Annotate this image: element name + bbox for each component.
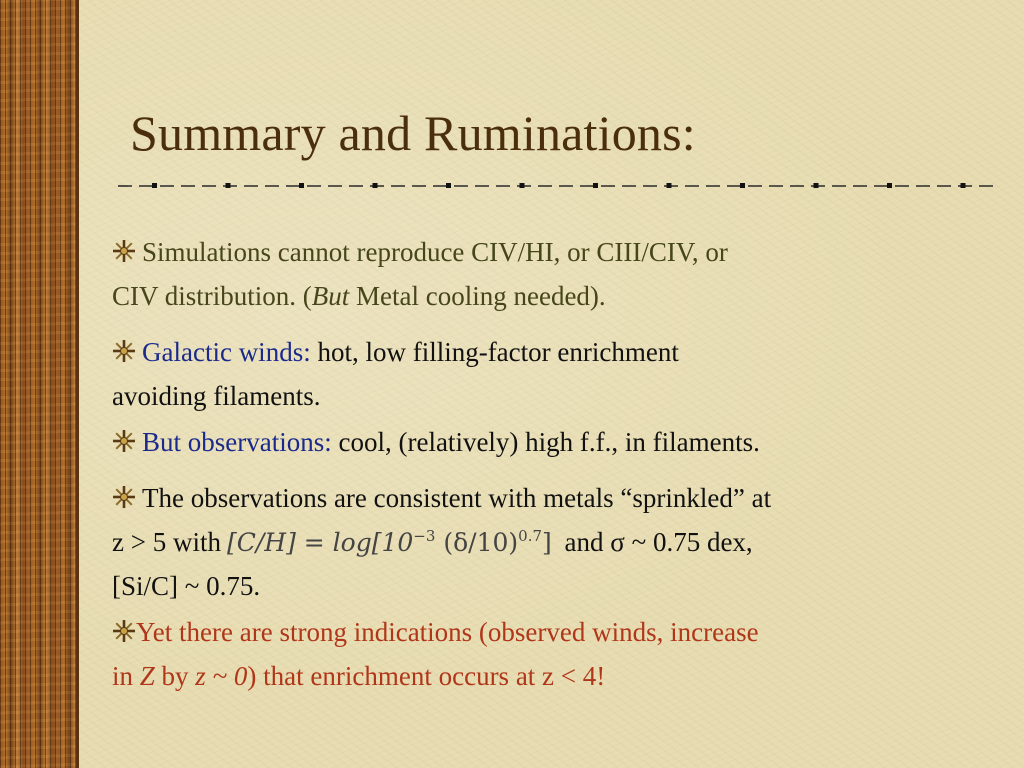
bullet-text-by: by — [154, 661, 196, 691]
bullet-text: The observations are consistent with metals “sprinkled” at — [142, 483, 772, 513]
bullet-observations — [112, 420, 962, 464]
bullet-emphasis-redshift: z ~ 0 — [195, 661, 248, 691]
metallicity-formula: $[C/H] = \log[10^{-3}$ $(\delta/10)^{0.7}$] — [226, 527, 552, 557]
bullet-label: But observations: — [142, 427, 332, 457]
bullet-consistent — [112, 476, 962, 608]
starburst-bullet-icon — [112, 619, 136, 643]
bullet-text-line3: [Si/C] ~ 0.75. — [112, 571, 261, 601]
divider-dot — [299, 183, 304, 188]
divider-dot — [887, 183, 892, 188]
bullet-text-line2-end: and σ ~ 0.75 dex, — [557, 527, 753, 557]
divider-dot — [520, 183, 525, 188]
bullet-text: Yet there are strong indications (observed winds, increase — [136, 617, 759, 647]
bullet-emphasis: But — [311, 281, 350, 311]
starburst-bullet-icon — [112, 485, 136, 509]
divider-dot — [740, 183, 745, 188]
bullet-text-line2: z > 5 with — [112, 527, 221, 557]
divider-dot — [814, 183, 819, 188]
bullet-text: cool, (relatively) high f.f., in filaments. — [331, 427, 760, 457]
bullet-text-line2-end: Metal cooling needed). — [349, 281, 606, 311]
divider-dot — [446, 183, 451, 188]
bullet-text-line2: avoiding filaments. — [112, 381, 321, 411]
divider-dot — [667, 183, 672, 188]
starburst-bullet-icon — [112, 339, 136, 363]
starburst-bullet-icon — [112, 429, 136, 453]
divider-dot — [373, 183, 378, 188]
wood-sidebar — [0, 0, 78, 768]
starburst-bullet-icon — [112, 239, 136, 263]
bullet-label: Galactic winds: — [142, 337, 311, 367]
bullet-indications — [112, 610, 962, 698]
bullet-text-line2: CIV distribution. ( — [112, 281, 312, 311]
divider-dot — [593, 183, 598, 188]
wood-sidebar-edge — [76, 0, 79, 768]
bullet-emphasis-z: Z — [139, 661, 155, 691]
bullet-text: hot, low filling-factor enrichment — [310, 337, 679, 367]
bullet-galactic-winds — [112, 330, 962, 418]
bullet-text-end: ) that enrichment occurs at z < 4! — [247, 661, 606, 691]
divider-dot — [226, 183, 231, 188]
slide-title: Summary and Ruminations: — [130, 105, 696, 161]
bullet-text-line2: in — [112, 661, 140, 691]
bullet-text: Simulations cannot reproduce CIV/HI, or CIII/CIV, or — [142, 237, 728, 267]
title-divider — [118, 176, 993, 196]
divider-dot — [152, 183, 157, 188]
divider-dot — [961, 183, 966, 188]
bullet-simulations — [112, 230, 962, 318]
